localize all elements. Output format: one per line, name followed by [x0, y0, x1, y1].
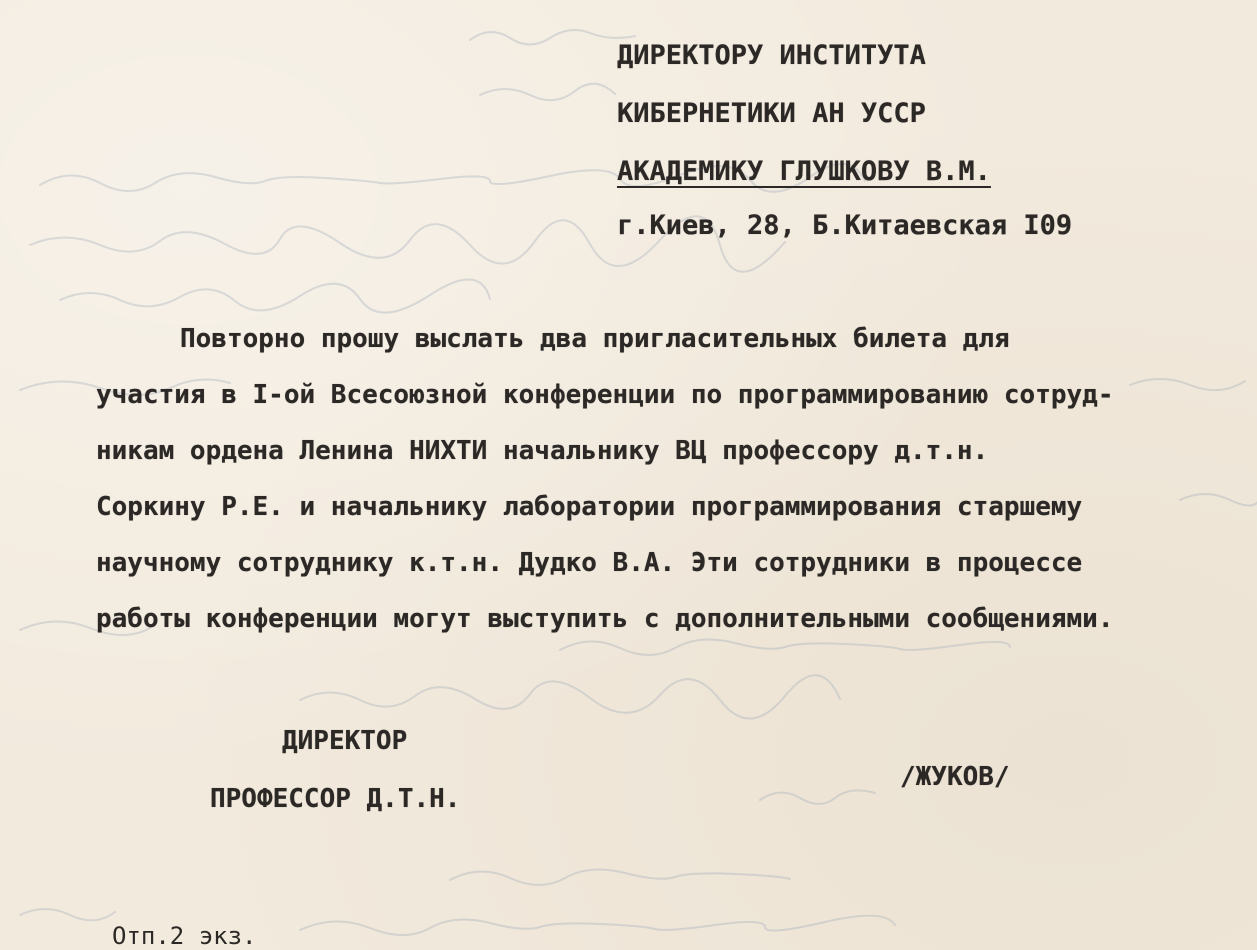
addressee-line-2: КИБЕРНЕТИКИ АН УССР	[617, 98, 926, 129]
body-line-4: Соркину Р.Е. и начальнику лаборатории программирования старшему	[96, 492, 1083, 522]
copies-note: Отп.2 экз.	[112, 922, 257, 950]
body-line-2: участия в I-ой Всесоюзной конференции по программированию сотруд-	[96, 380, 1114, 410]
signature-title-line-2: ПРОФЕССОР Д.Т.Н.	[210, 784, 461, 814]
signature-title-line-1: ДИРЕКТОР	[282, 726, 408, 756]
signature-name: /ЖУКОВ/	[900, 762, 1010, 792]
body-line-6: работы конференции могут выступить с дополнительными сообщениями.	[96, 604, 1114, 634]
body-line-3: никам ордена Ленина НИХТИ начальнику ВЦ профессору д.т.н.	[96, 436, 989, 466]
addressee-line-1: ДИРЕКТОРУ ИНСТИТУТА	[617, 40, 926, 71]
body-line-5: научному сотруднику к.т.н. Дудко В.А. Эти сотрудники в процессе	[96, 548, 1083, 578]
addressee-line-3: АКАДЕМИКУ ГЛУШКОВУ В.М.	[617, 156, 991, 187]
body-line-1: Повторно прошу выслать два пригласительных билета для	[180, 324, 1010, 354]
addressee-address: г.Киев, 28, Б.Китаевская I09	[617, 210, 1073, 241]
